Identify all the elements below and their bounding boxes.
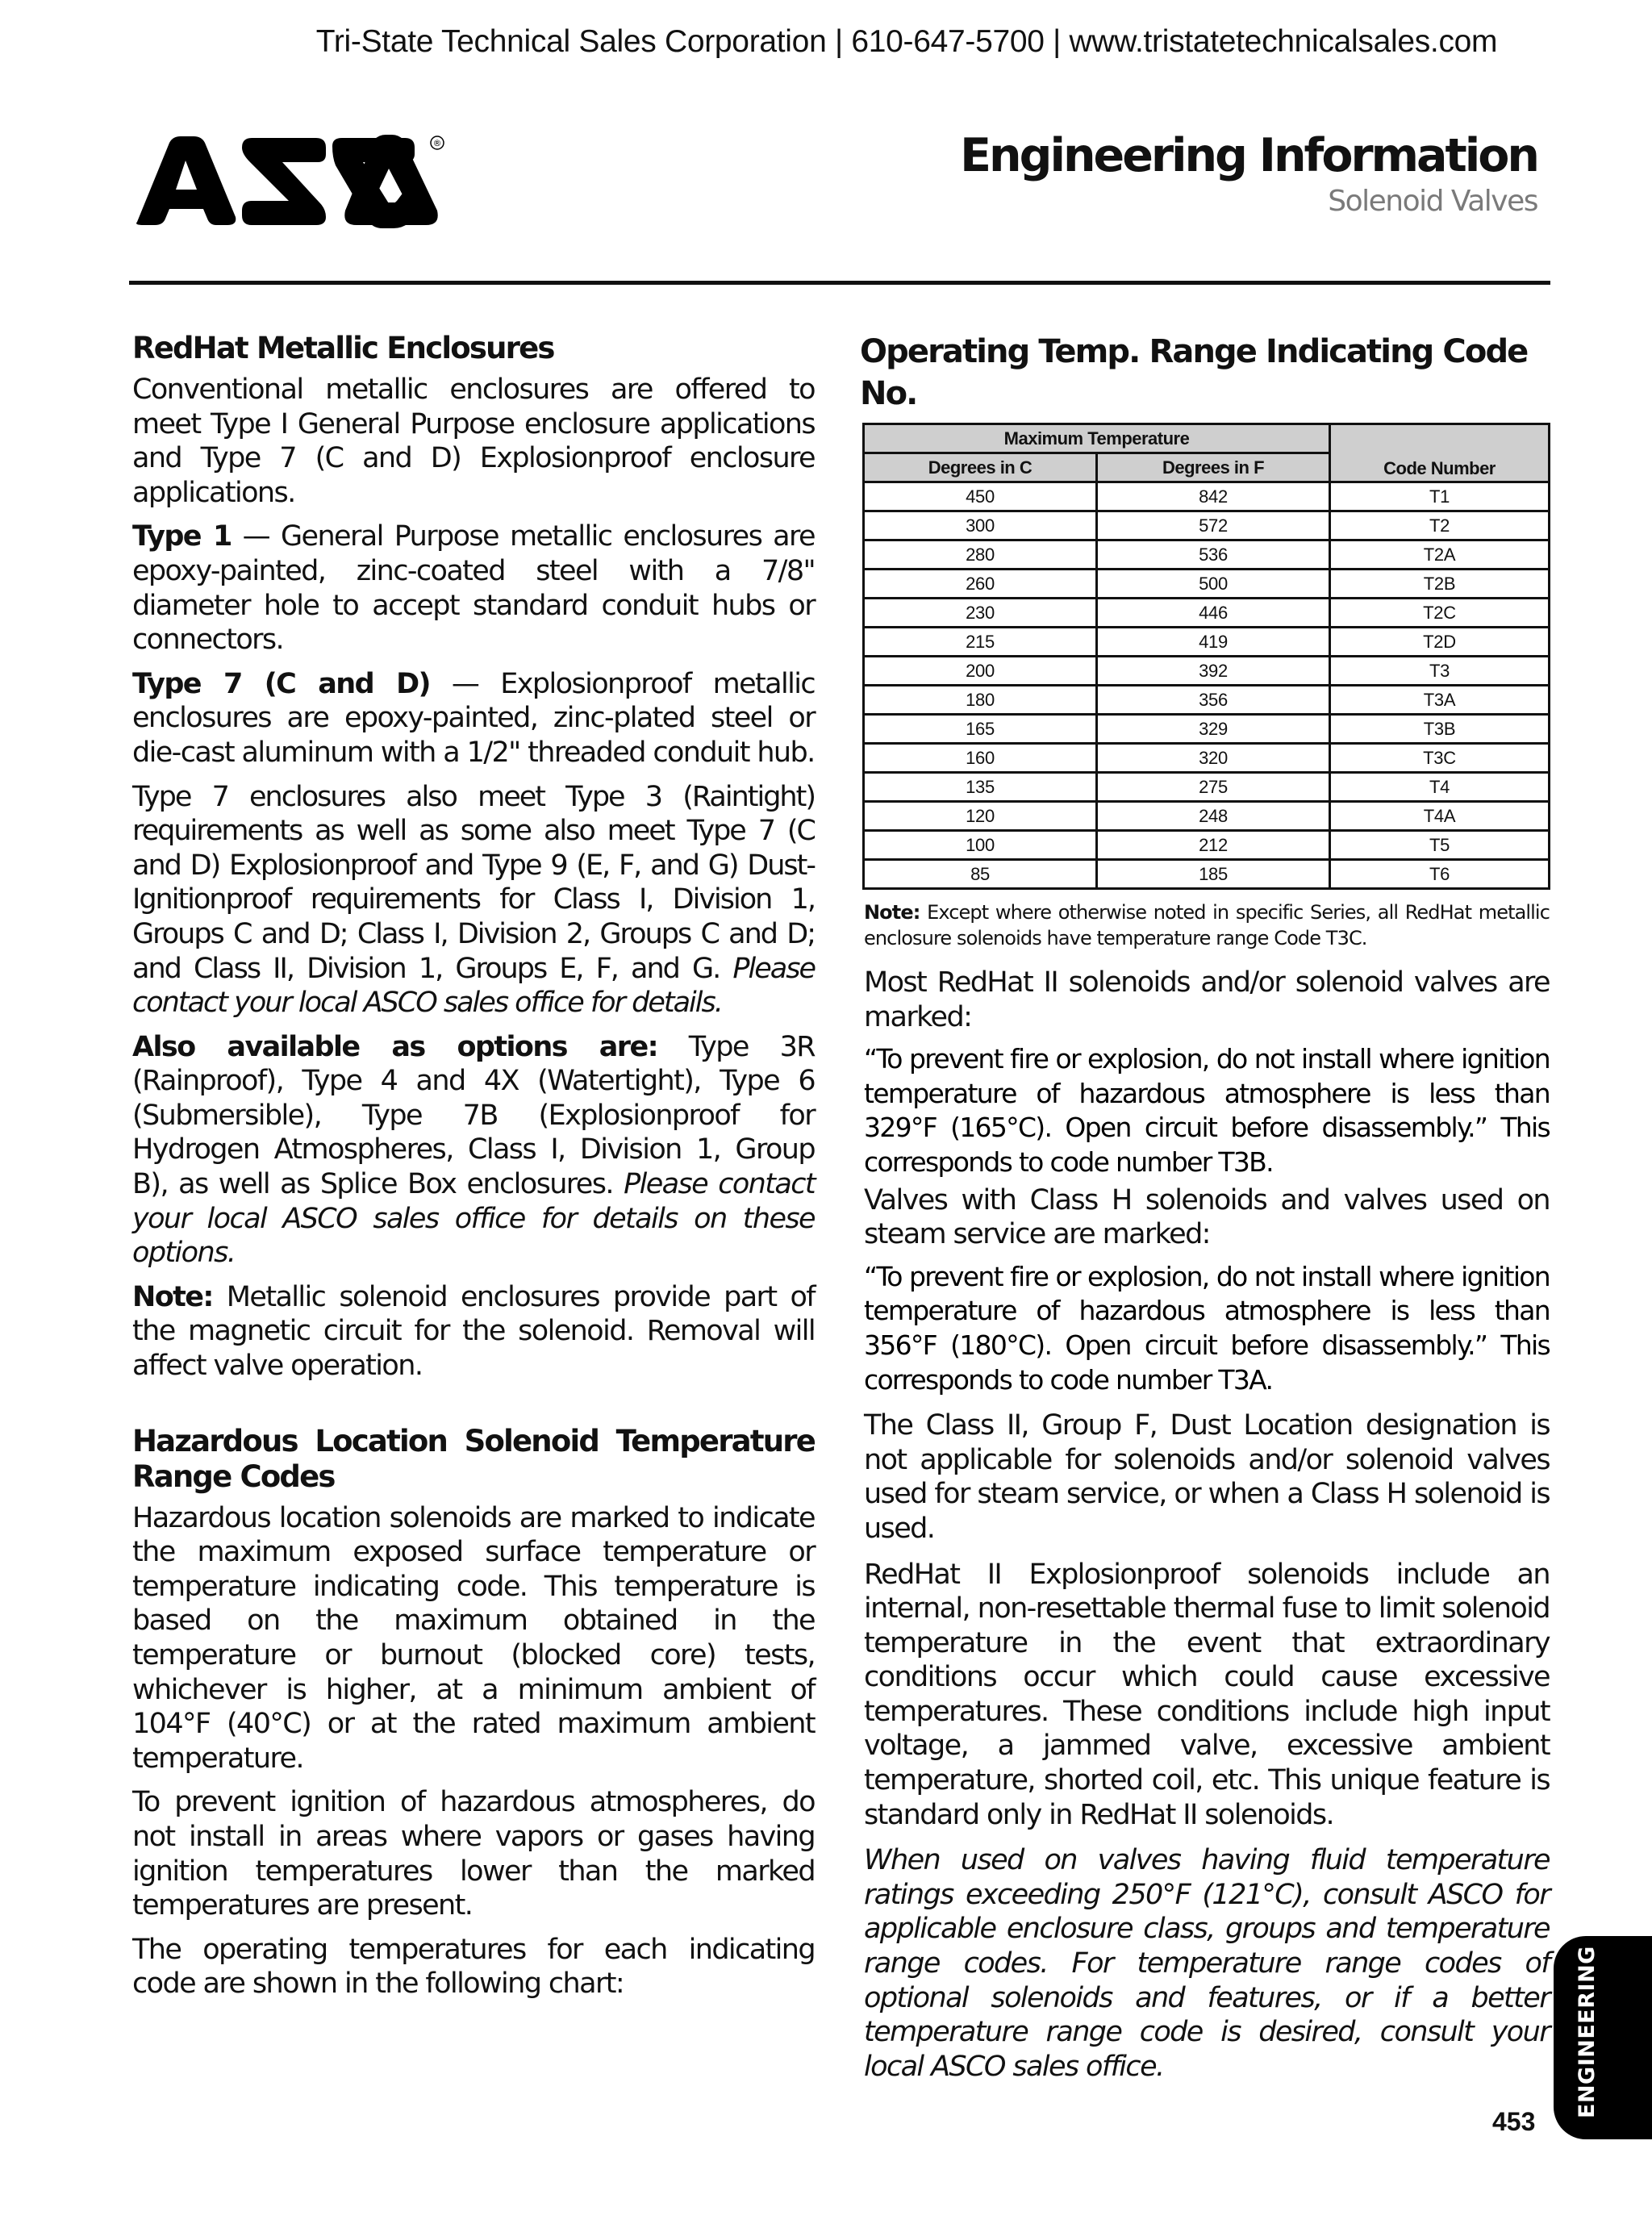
table-row [864, 482, 1550, 511]
cell-celsius: 120 [864, 802, 1097, 831]
table-row [864, 540, 1550, 570]
table-title: Operating Temp. Range Indicating Code No. [860, 333, 1528, 412]
header-divider [129, 281, 1550, 285]
cell-code: T2D [1330, 628, 1550, 657]
table-row [864, 715, 1550, 744]
left-column [132, 331, 815, 2001]
table-row [864, 599, 1550, 628]
column-header-fahrenheit: Degrees in F [1097, 453, 1330, 482]
cell-celsius: 200 [864, 657, 1097, 686]
table-row [864, 860, 1550, 889]
column-header-code: Code Number [1330, 424, 1550, 482]
cell-fahrenheit: 536 [1097, 540, 1330, 570]
type1-label: Type 1 [132, 520, 232, 553]
cell-fahrenheit: 185 [1097, 860, 1330, 889]
cell-celsius: 450 [864, 482, 1097, 511]
cell-celsius: 180 [864, 686, 1097, 715]
temperature-code-table [862, 423, 1550, 890]
section-tab-label: ENGINEERING [1575, 1946, 1600, 2118]
table-row [864, 686, 1550, 715]
cell-code: T6 [1330, 860, 1550, 889]
cell-code: T3C [1330, 744, 1550, 773]
options-paragraph: Also available as options are: Type 3R (Rainproof), Type 4 and 4X (Watertight), Type 6 (Submersible), Type 7B (Explosionproof for Hydrogen Atmospheres, Class I, Division 1, Group B), as well as Splice Box enclosures. Please contact your local ASCO sales office for details on these options. [132, 1030, 816, 1270]
cell-fahrenheit: 842 [1097, 482, 1330, 511]
marked-intro: Most RedHat II solenoids and/or solenoid valves are marked: [864, 966, 1550, 1033]
cell-fahrenheit: 572 [1097, 511, 1330, 540]
table-row [864, 773, 1550, 802]
cell-fahrenheit: 392 [1097, 657, 1330, 686]
cell-celsius: 215 [864, 628, 1097, 657]
cell-fahrenheit: 446 [1097, 599, 1330, 628]
cell-celsius: 230 [864, 599, 1097, 628]
cell-code: T3B [1330, 715, 1550, 744]
cell-code: T2C [1330, 599, 1550, 628]
cell-celsius: 260 [864, 570, 1097, 599]
thermal-fuse-paragraph: RedHat II Explosionproof solenoids include an internal, non-resettable thermal fuse to limit solenoid temperature in the event that extraordinary conditions occur which could cause excessive temperatures. These conditions include high input voltage, a jammed valve, excessive ambient temperature, shorted coil, etc. This unique feature is standard only in RedHat II solenoids. [864, 1558, 1550, 1831]
hazardous-paragraph-1: Hazardous location solenoids are marked to indicate the maximum exposed surface temperature or temperature indicating code. This temperature is based on the maximum obtained in the temperature or burnout (blocked core) tests, whichever is higher, at a minimum ambient of 104°F (40°C) or at the rated maximum ambient temperature. [132, 1501, 815, 1775]
page-heading [960, 127, 1537, 219]
table-row [864, 628, 1550, 657]
cell-celsius: 165 [864, 715, 1097, 744]
cell-fahrenheit: 275 [1097, 773, 1330, 802]
cell-fahrenheit: 212 [1097, 831, 1330, 860]
cell-celsius: 300 [864, 511, 1097, 540]
section-title-redhat-enclosures: RedHat Metallic Enclosures [132, 331, 554, 365]
page-subtitle: Solenoid Valves [1328, 185, 1537, 218]
cell-code: T2 [1330, 511, 1550, 540]
table-row [864, 570, 1550, 599]
section-title-hazardous: Hazardous Location Solenoid Temperature Range Codes [132, 1423, 815, 1494]
consult-asco-paragraph: When used on valves having fluid temperature ratings exceeding 250°F (121°C), consult ASCO for applicable enclosure class, groups and temperature range codes. For temperature range codes of optional solenoids and features, or if a better temperature range code is desired, consult your local ASCO sales office. [864, 1844, 1550, 2083]
type7-label: Type 7 (C and D) [132, 667, 430, 700]
table-row [864, 511, 1550, 540]
right-column [860, 331, 1550, 2084]
hazardous-paragraph-2: To prevent ignition of hazardous atmospheres, do not install in areas where vapors or gases having ignition temperatures lower than the marked temperatures are present. [132, 1786, 815, 1922]
table-row [864, 744, 1550, 773]
marking-quote-t3a: “To prevent fire or explosion, do not install where ignition temperature of hazardous atmosphere is less than 356°F (180°C). Open circuit before disassembly.” This corresponds to code number T3A. [864, 1260, 1550, 1396]
cell-code: T1 [1330, 482, 1550, 511]
hazardous-paragraph-3: The operating temperatures for each indicating code are shown in the following chart: [132, 1933, 815, 2001]
note-label: Note: [132, 1280, 213, 1313]
page-number: 453 [1492, 2107, 1536, 2136]
page-title: Engineering Information [960, 129, 1537, 182]
cell-code: T4A [1330, 802, 1550, 831]
distributor-header [0, 24, 1652, 60]
group-header-max-temp: Maximum Temperature [864, 424, 1330, 453]
cell-code: T5 [1330, 831, 1550, 860]
cell-celsius: 100 [864, 831, 1097, 860]
cell-code: T2B [1330, 570, 1550, 599]
cell-code: T4 [1330, 773, 1550, 802]
cell-fahrenheit: 320 [1097, 744, 1330, 773]
cell-celsius: 280 [864, 540, 1097, 570]
section-tab-engineering [1554, 1936, 1652, 2139]
table-row [864, 831, 1550, 860]
cell-fahrenheit: 329 [1097, 715, 1330, 744]
intro-paragraph: Conventional metallic enclosures are offered to meet Type I General Purpose enclosure applications and Type 7 (C and D) Explosionproof enclosure applications. [132, 373, 815, 509]
table-note: Note: Except where otherwise noted in specific Series, all RedHat metallic enclosure solenoids have temperature range Code T3C. [864, 901, 1550, 949]
cell-fahrenheit: 500 [1097, 570, 1330, 599]
note-paragraph: Note: Metallic solenoid enclosures provide part of the magnetic circuit for the solenoid. Removal will affect valve operation. [132, 1280, 815, 1383]
registered-mark: ® [432, 138, 442, 148]
marking-quote-t3b: “To prevent fire or explosion, do not install where ignition temperature of hazardous atmosphere is less than 329°F (165°C). Open circuit before disassembly.” This corresponds to code number T3B. [864, 1043, 1550, 1178]
cell-fahrenheit: 356 [1097, 686, 1330, 715]
cell-code: T3 [1330, 657, 1550, 686]
cell-code: T2A [1330, 540, 1550, 570]
cell-celsius: 85 [864, 860, 1097, 889]
asco-logo [131, 133, 445, 230]
column-header-celsius: Degrees in C [864, 453, 1097, 482]
cell-fahrenheit: 248 [1097, 802, 1330, 831]
table-row [864, 802, 1550, 831]
type7-also-paragraph: Type 7 enclosures also meet Type 3 (Raintight) requirements as well as some also meet Type 7 (C and D) Explosionproof and Type 9 (E, F, and G) Dust-Ignitionproof requirements for Class I, Division 1, Groups C and D; Class I, Division 2, Groups C and D; and Class II, Division 1, Groups E, F, and G. Please contact your local ASCO sales office for details. [132, 780, 815, 1020]
cell-code: T3A [1330, 686, 1550, 715]
table-row [864, 657, 1550, 686]
dust-location-paragraph: The Class II, Group F, Dust Location designation is not applicable for solenoids and/or solenoid valves used for steam service, or when a Class H solenoid is used. [864, 1409, 1550, 1545]
type1-paragraph: Type 1 — General Purpose metallic enclosures are epoxy-painted, zinc-coated steel with a 7/8" diameter hole to accept standard conduit hubs or connectors. [132, 520, 815, 657]
classh-intro: Valves with Class H solenoids and valves used on steam service are marked: [864, 1183, 1550, 1251]
options-label: Also available as options are: [132, 1030, 657, 1063]
type7-paragraph: Type 7 (C and D) — Explosionproof metallic enclosures are epoxy-painted, zinc-plated steel or die-cast aluminum with a 1/2" threaded conduit hub. [132, 667, 815, 769]
cell-celsius: 135 [864, 773, 1097, 802]
cell-fahrenheit: 419 [1097, 628, 1330, 657]
company-line: Tri-State Technical Sales Corporation | 610-647-5700 | www.tristatetechnicalsales.com [315, 24, 1498, 59]
cell-celsius: 160 [864, 744, 1097, 773]
